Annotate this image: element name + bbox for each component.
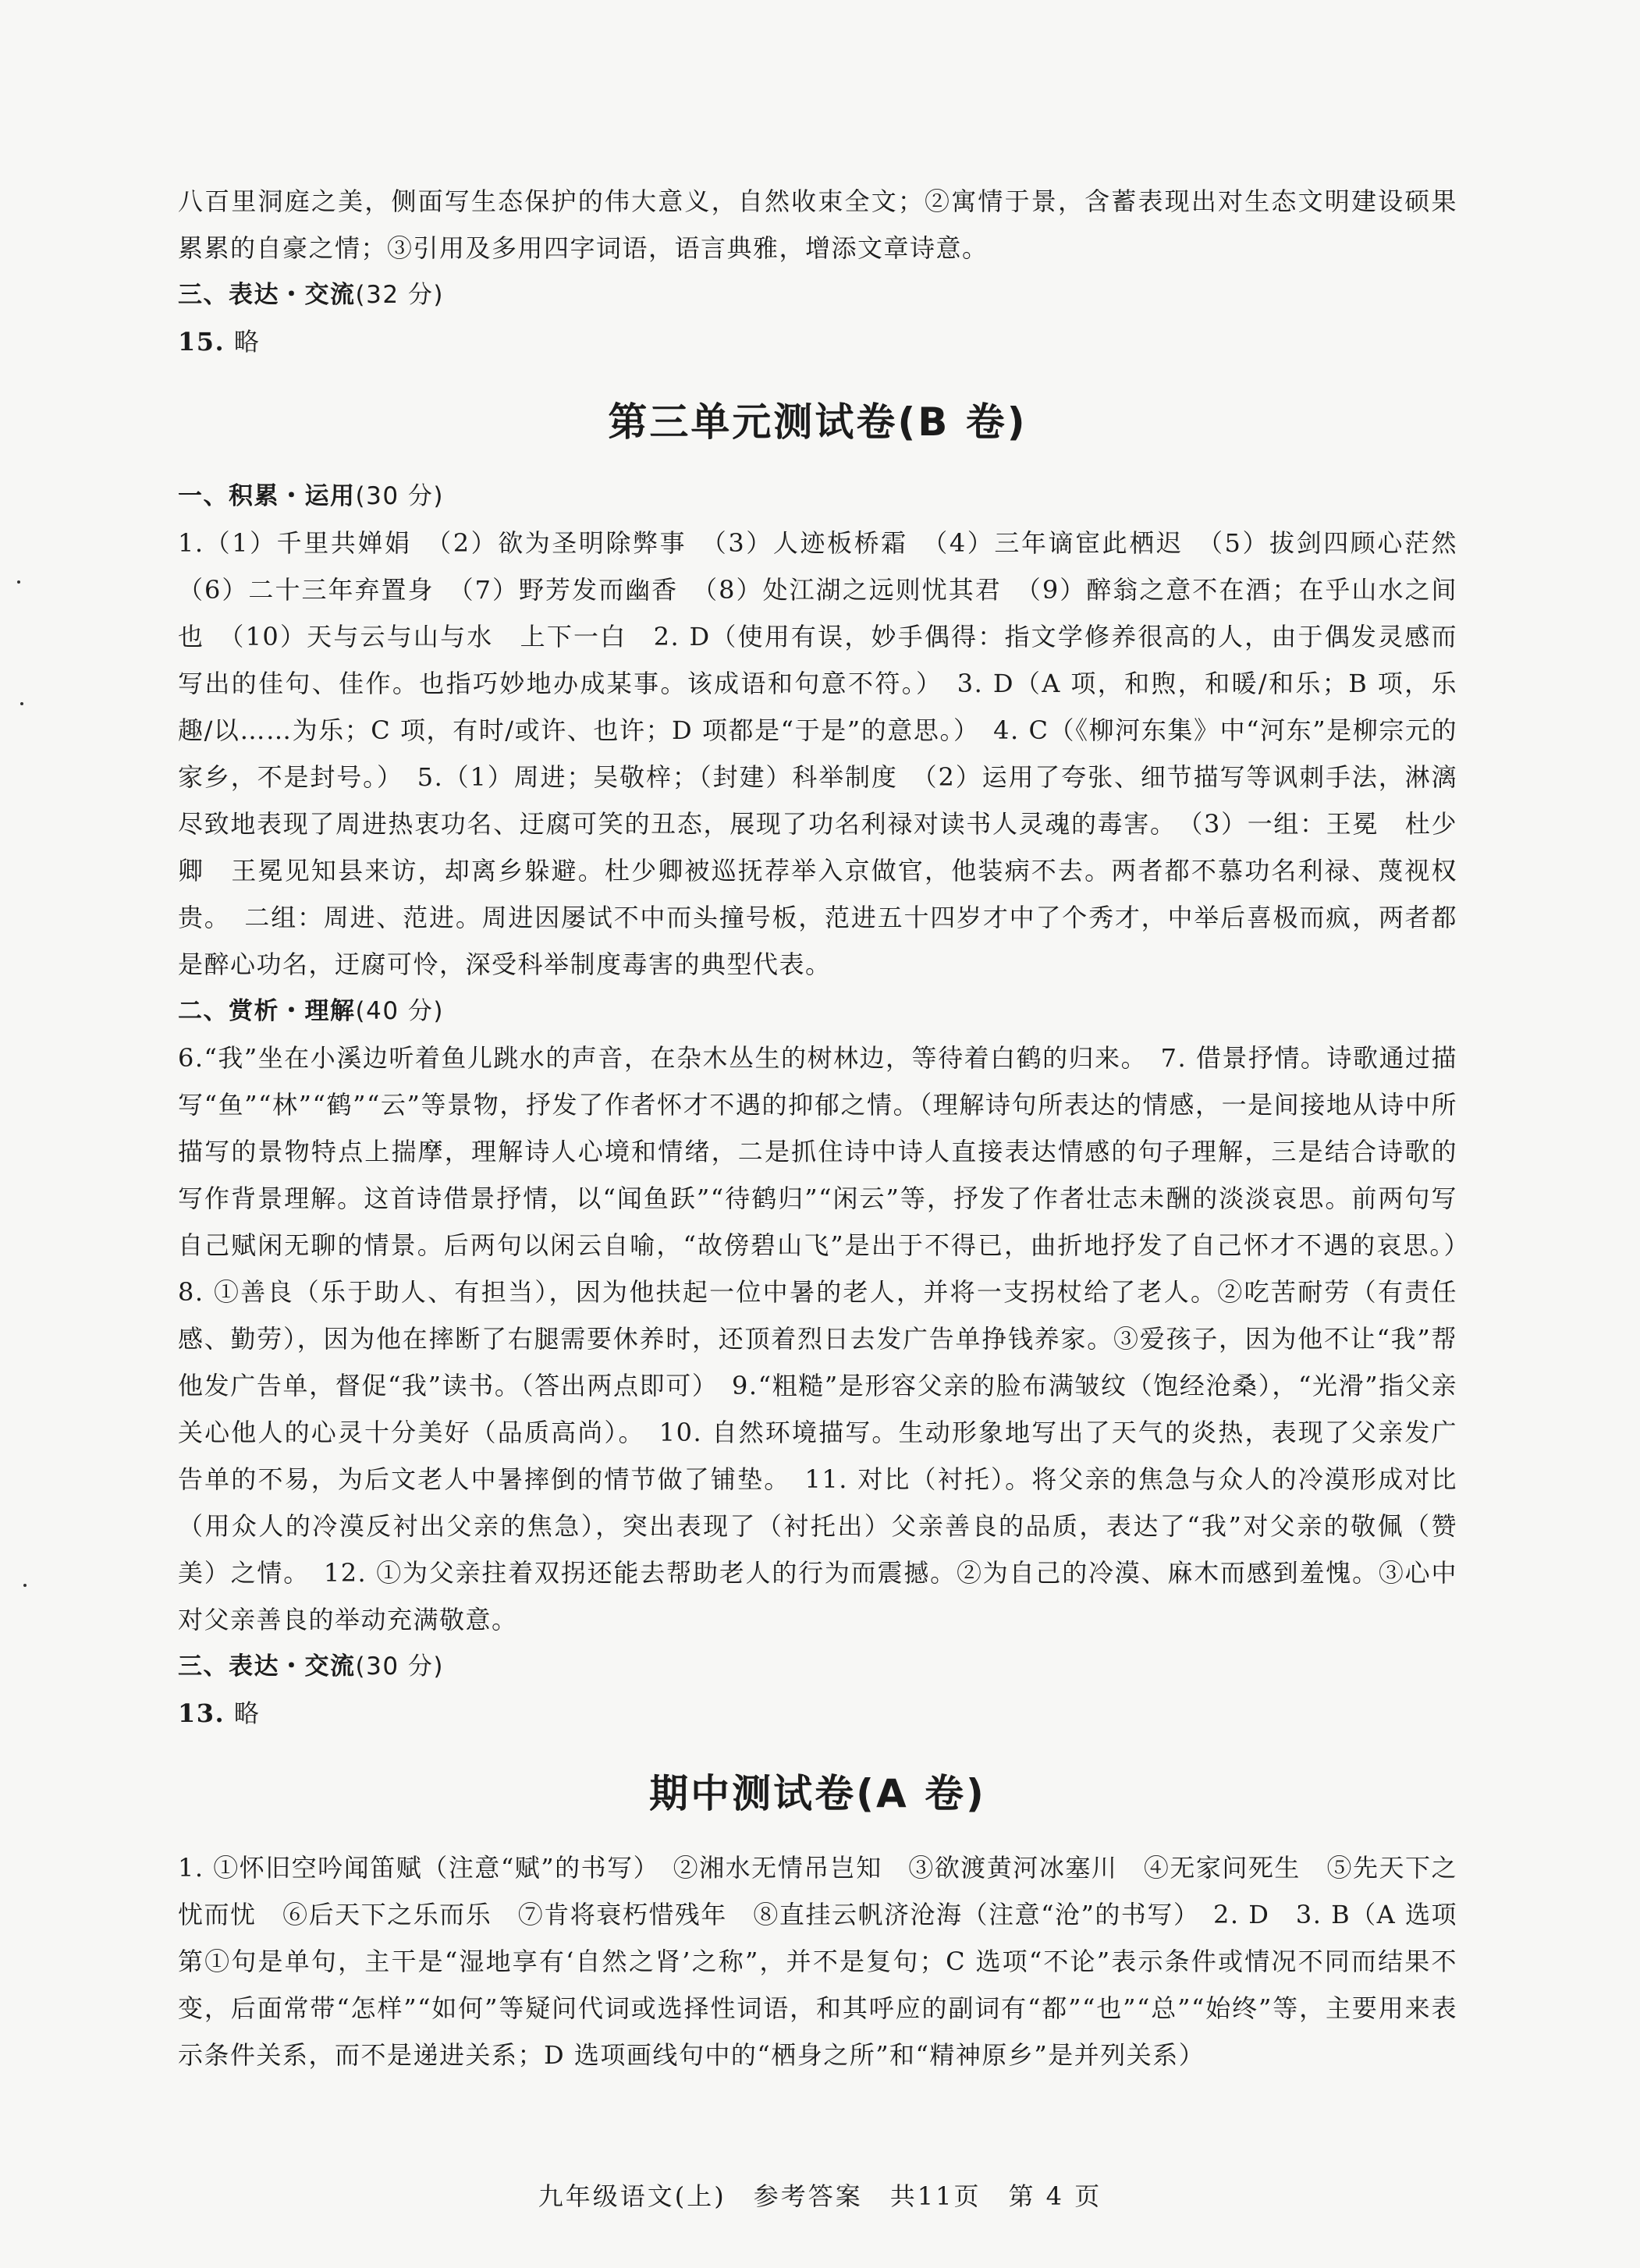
page-content (178, 178, 1484, 2078)
section-heading (178, 988, 1457, 1035)
section-label: 三、表达・交流 (178, 281, 356, 309)
scan-speck (23, 1584, 27, 1587)
section-answers: 1.（1）千里共婵娟 （2）欲为圣明除弊事 （3）人迹板桥霜 （4）三年谪宦此栖迟 （5）拔剑四顾心茫然 （6）二十三年弃置身 （7）野芳发而幽香 （8）处江湖之远则忧其君 （9）醉翁之意不在酒；在乎山水之间也 （10）天与云与山与水 上下一白 2. D（使用有误，妙手偶得：指文学修养很高的人，由于偶发灵感而写出的佳句、佳作。也指巧妙地办成某事。该成语和句意不符。） 3. D（A 项，和煦，和暖/和乐；B 项，乐趣/以……为乐；C 项，有时/或许、也许；D 项都是“于是”的意思。） 4. C（《柳河东集》中“河东”是柳宗元的家乡，不是封号。） 5.（1）周进；吴敬梓；（封建）科举制度 （2）运用了夸张、细节描写等讽刺手法，淋漓尽致地表现了周进热衷功名、迂腐可笑的丑态，展现了功名利禄对读书人灵魂的毒害。 （3）一组：王冕 杜少卿 王冕见知县来访，却离乡躲避。杜少卿被巡抚荐举入京做官，他装病不去。两者都不慕功名利禄、蔑视权贵。 二组：周进、范进。周进因屡试不中而头撞号板，范进五十四岁才中了个秀才，中举后喜极而疯，两者都是醉心功名，迂腐可怜，深受科举制度毒害的典型代表。 (178, 528, 1484, 979)
section-score: (30 分) (355, 1652, 444, 1681)
section-heading (178, 1643, 1457, 1690)
midterm-answers: 1. ①怀旧空吟闻笛赋（注意“赋”的书写） ②湘水无情吊岂知 ③欲渡黄河冰塞川 ④无家问死生 ⑤先天下之忧而忧 ⑥后天下之乐而乐 ⑦肯将衰朽惜残年 ⑧直挂云帆济沧海（注意“沧”的书写） 2. D 3. B（A 选项第①句是单句，主干是“湿地享有‘自然之肾’之称”，并不是复句；C 选项“不论”表示条件或情况不同而结果不变，后面常带“怎样”“如何”等疑问代词或选择性词语，和其呼应的副词有“都”“也”“总”“始终”等，主要用来表示条件关系，而不是递进关系；D 选项画线句中的“栖身之所”和“精神原乡”是并列关系） (178, 1853, 1457, 2070)
item-text: 略 (233, 1698, 261, 1728)
scan-speck (17, 580, 20, 584)
section-label: 二、赏析・理解 (178, 997, 356, 1025)
section-score: (32 分) (355, 281, 444, 309)
section-score: (30 分) (355, 482, 444, 510)
unit3b-title: 第三单元测试卷(B 卷) (608, 399, 1028, 445)
section-label: 一、积累・运用 (178, 482, 356, 510)
answer-item (178, 1690, 1457, 1737)
item-text: 略 (233, 327, 261, 357)
scan-speck (20, 702, 23, 705)
item-number: 13. (178, 1698, 225, 1728)
intro-paragraph: 八百里洞庭之美，侧面写生态保护的伟大意义，自然收束全文；②寓情于景，含蓄表现出对生态文明建设硕果累累的自豪之情；③引用及多用四字词语，语言典雅，增添文章诗意。 (178, 186, 1457, 263)
section-score: (40 分) (355, 997, 444, 1025)
item-number: 15. (178, 327, 225, 357)
section-heading (178, 473, 1457, 520)
section-answers: 6.“我”坐在小溪边听着鱼儿跳水的声音，在杂木丛生的树林边，等待着白鹤的归来。 7. 借景抒情。诗歌通过描写“鱼”“林”“鹤”“云”等景物，抒发了作者怀才不遇的抑郁之情。（理解诗句所表达的情感，一是间接地从诗中所描写的景物特点上揣摩，理解诗人心境和情绪，二是抓住诗中诗人直接表达情感的句子理解，三是结合诗歌的写作背景理解。这首诗借景抒情，以“闻鱼跃”“待鹤归”“闲云”等，抒发了作者壮志未酬的淡淡哀思。前两句写自己赋闲无聊的情景。后两句以闲云自喻，“故傍碧山飞”是出于不得已，曲折地抒发了自己怀才不遇的哀思。） 8. ①善良（乐于助人、有担当），因为他扶起一位中暑的老人，并将一支拐杖给了老人。②吃苦耐劳（有责任感、勤劳），因为他在摔断了右腿需要休养时，还顶着烈日去发广告单挣钱养家。③爱孩子，因为他不让“我”帮他发广告单，督促“我”读书。（答出两点即可） 9.“粗糙”是形容父亲的脸布满皱纹（饱经沧桑），“光滑”指父亲关心他人的心灵十分美好（品质高尚）。 10. 自然环境描写。生动形象地写出了天气的炎热，表现了父亲发广告单的不易，为后文老人中暑摔倒的情节做了铺垫。 11. 对比（衬托）。将父亲的焦急与众人的冷漠形成对比（用众人的冷漠反衬出父亲的焦急），突出表现了（衬托出）父亲善良的品质，表达了“我”对父亲的敬佩（赞美）之情。 12. ①为父亲拄着双拐还能去帮助老人的行为而震撼。②为自己的冷漠、麻木而感到羞愧。③心中对父亲善良的举动充满敬意。 (178, 1043, 1484, 1634)
section-heading (178, 272, 1457, 318)
page-footer: 九年级语文(上) 参考答案 共11页 第 4 页 (538, 2181, 1102, 2211)
answer-item (178, 318, 1457, 365)
midterm-title: 期中测试卷(A 卷) (649, 1771, 986, 1816)
section-label: 三、表达・交流 (178, 1652, 356, 1681)
